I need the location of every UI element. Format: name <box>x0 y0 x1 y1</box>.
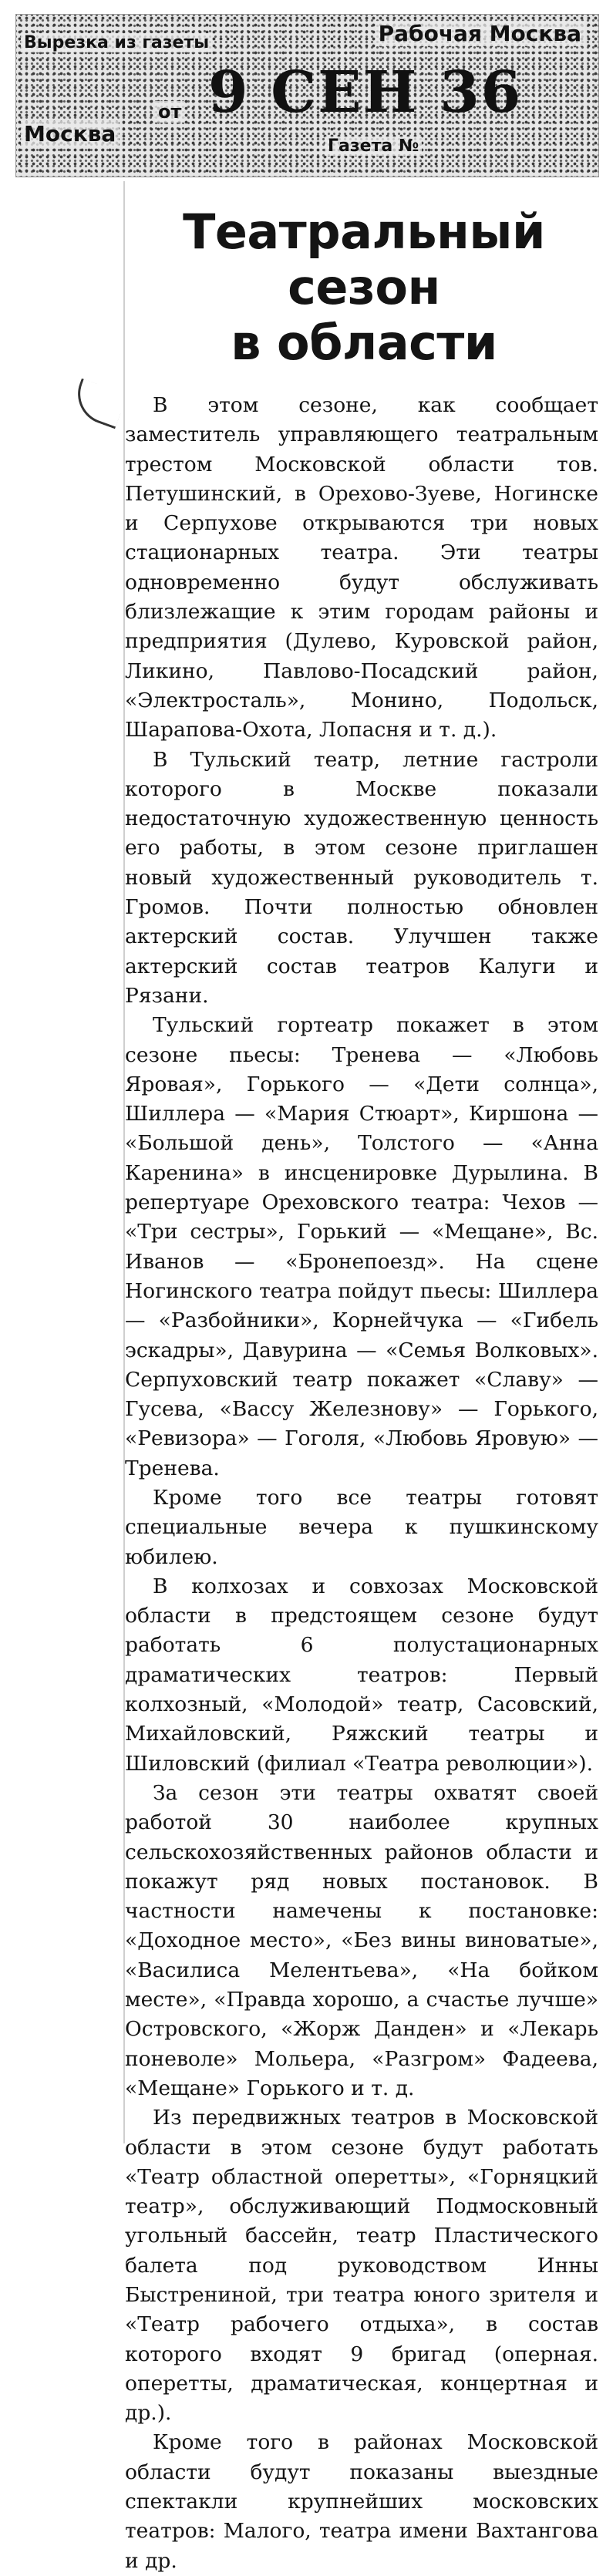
stamp-date: 9 СЕН 36 <box>208 59 523 126</box>
paragraph: За сезон эти театры охватят своей работой 30 наиболее крупных сельскохозяйственных районов области и покажут ряд новых постановок. В частности намечены к постановке: «Доходное место», «Без вины виноватые», «Василиса Мелентьева», «На бойком месте», «Правда хорошо, а счастье лучше» Островского, «Жорж Данден» и «Лекарь поневоле» Мольера, «Разгром» Фадеева, «Мещане» Горького и т. д. <box>125 1780 598 2100</box>
from-label: от <box>155 101 184 123</box>
clipping-label: Вырезка из газеты <box>21 33 212 52</box>
paragraph: Кроме того в районах Московской области будут показаны выездные спектакли крупнейших московских театров: Малого, театра имени Вахтангова и др. <box>125 2430 598 2573</box>
paragraph: Кроме того все театры готовят специальные вечера к пушкинскому юбилею. <box>125 1485 598 1569</box>
title-line-2: в области <box>231 315 497 371</box>
city-label: Москва <box>21 121 119 146</box>
article <box>123 181 603 2573</box>
margin-mark <box>69 379 127 429</box>
clipping-stamp <box>15 14 599 177</box>
paragraph: Тульский гортеатр покажет в этом сезоне пьесы: Тренева — «Любовь Яровая», Горького — «Дети солнца», Шиллера — «Мария Стюарт», Киршона — «Большой день», Толстого — «Анна Каренина» в инсценировке Дурылина. В репертуаре Ореховского театра: Чехов — «Три сестры», Горький — «Мещане», Вс. Иванов — «Бронепоезд». На сцене Ногинского театра пойдут пьесы: Шиллера — «Разбойники», Корнейчука — «Гибель эскадры», Давурина — «Семья Волковых». Серпуховский театр покажет «Славу» — Гусева, «Вассу Железнову» — Горького, «Ревизора» — Гоголя, «Любовь Яровую» — Тренева. <box>125 1013 598 1480</box>
title-line-1: Театральный сезон <box>183 204 545 315</box>
article-title <box>125 204 603 371</box>
paragraph: В этом сезоне, как сообщает заместитель управляющего театральным трестом Московской области тов. Петушинский, в Орехово-Зуеве, Ногинске и Серпухове открываются три новых стационарных театра. Эти театры одновременно будут обслуживать близлежащие к этим городам районы и предприятия (Дулево, Куровской район, Ликино, Павлово-Посадский район, «Электросталь», Монино, Подольск, Шарапова-Охота, Лопасня и т. д.). <box>125 393 598 742</box>
paragraph: В Тульский театр, летние гастроли которого в Москве показали недостаточную художественную ценность его работы, в этом сезоне приглашен новый художественный руководитель т. Громов. Почти полностью обновлен актерский состав. Улучшен также актерский состав театров Калуги и Рязани. <box>125 747 598 1008</box>
paragraph: Из передвижных театров в Московской области в этом сезоне будут работать «Театр областной оперетты», «Горняцкий театр», обслуживающий Подмосковный угольный бассейн, театр Пластического балета под руководством Инны Быстрениной, три театра юного зрителя и «Театр рабочего отдыха», в состав которого входят 9 бригад (оперная. оперетты, драматическая, концертная и др.). <box>125 2106 598 2426</box>
article-body <box>125 391 603 2576</box>
newspaper-name: Рабочая Москва <box>376 21 584 46</box>
gazette-label: Газета № <box>325 136 422 156</box>
paragraph: В колхозах и совхозах Московской области в предстоящем сезоне будут работать 6 полустационарных драматических театров: Первый колхозный, «Молодой» театр, Сасовский, Михайловский, Ряжский театры и Шиловский (филиал «Театра революции»). <box>125 1574 598 1776</box>
